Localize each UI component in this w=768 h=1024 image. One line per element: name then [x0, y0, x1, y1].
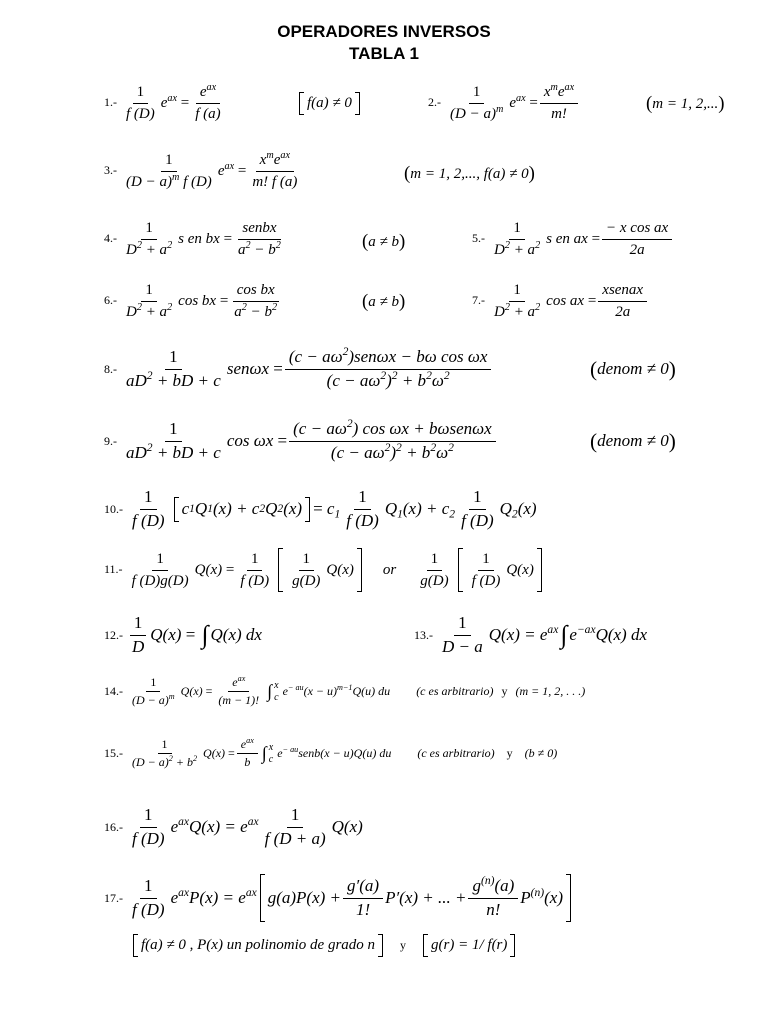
note-text: (c es arbitrario)	[417, 746, 495, 761]
formula-9-condition: ( denom ≠ 0 )	[590, 429, 676, 453]
formula-6-condition: ( a ≠ b )	[362, 291, 406, 312]
formula-number: 11.-	[104, 562, 123, 577]
formula-number: 17.-	[104, 890, 123, 905]
formula-5: 5.- $\frac{1}{D^2 + a^2}$ s en ax = $\frac{\text{− x cos ax}}{2a}$	[472, 220, 674, 258]
condition-text: m = 1, 2,..., f(a) ≠ 0	[410, 166, 529, 183]
formula-1: 1.- $\frac{1}{f (D)}$ $e^{ax}$ = $\frac{e^{ax}}{f (a)}$	[104, 81, 221, 122]
formula-number: 16.-	[104, 819, 123, 834]
formula-3-condition: ( m = 1, 2,..., f(a) ≠ 0 )	[404, 163, 535, 184]
word-y: y	[501, 684, 508, 699]
formula-15: 15.- $\frac{1}{(D - a)^2 + b^2}$ Q(x) = $\frac{e^{ax}}{b}$ ∫ x c $e^{- au}senb(x - u)Q(u)$ du (c es arbitrario) y (b ≠ 0)	[104, 736, 558, 770]
formula-number: 6.-	[104, 293, 117, 308]
formula-number: 8.-	[104, 361, 117, 376]
formula-13: 13.- $\frac{1}{D - a}$ $Q(x) = e^{ax}$ ∫ $e^{-ax}Q(x)$ dx	[414, 613, 648, 656]
formula-number: 4.-	[104, 231, 117, 246]
formula-4-condition: ( a ≠ b )	[362, 231, 406, 252]
formula-number: 7.-	[472, 293, 485, 308]
title-line-2: TABLA 1	[349, 44, 419, 63]
condition-text: f(a) ≠ 0 , P(x) un polinomio de grado n	[141, 937, 376, 953]
formula-11: 11.- $\frac{1}{f (D)g(D)}$ Q(x) = $\frac{1}{f (D)}$ $\frac{1}{g(D)}$ Q(x) or $\frac{1}{g(D)}$ $\frac{1}{f (D)}$ Q(x)	[104, 548, 545, 592]
formula-14: 14.- $\frac{1}{(D - a)^m}$ Q(x) = $\frac{e^{ax}}{(m - 1)!}$ ∫ x c $e^{- au}(x - u)^{m-1}Q(u)$ du (c es arbitrario) y (m = 1, 2, . . .)	[104, 674, 586, 708]
condition-text: (m = 1, 2, . . .)	[515, 684, 586, 699]
condition-text: m = 1, 2,...	[652, 96, 719, 113]
condition-text: a ≠ b	[368, 234, 399, 251]
formula-number: 12.-	[104, 627, 123, 642]
formula-2: 2.- $\frac{1}{(D - a)^m}$ $e^{ax}$ = $\frac{x^me^{ax}}{m!}$	[428, 84, 580, 122]
formula-9: 9.- $\frac{1}{aD^2 + bD + c}$ cos ωx = $\frac{(c - a\omega^2) \cos \omega x + b\omega sen\omega x}{(c - a\omega^2)^2 + b^2\omega^2}$	[104, 420, 498, 462]
condition-text: denom ≠ 0	[597, 431, 669, 451]
formula-6: 6.- $\frac{1}{D^2 + a^2}$ cos bx = $\frac{\text{cos bx}}{a^2 - b^2}$	[104, 282, 278, 320]
formula-number: 13.-	[414, 627, 433, 642]
formula-4: 4.- $\frac{1}{D^2 + a^2}$ s en bx = $\frac{\text{senbx}}{a^2 - b^2}$	[104, 220, 281, 258]
formula-number: 10.-	[104, 501, 123, 516]
condition-text: denom ≠ 0	[597, 359, 669, 379]
formula-number: 9.-	[104, 433, 117, 448]
formula-17-conditions	[130, 934, 518, 957]
word-y: y	[506, 746, 513, 761]
formula-16: 16.- $\frac{1}{f (D)}$ $e^{ax}Q(x) = e^{ax}$ $\frac{1}{f (D + a)}$ Q(x)	[104, 805, 363, 848]
formula-2-condition: ( m = 1, 2,... )	[646, 93, 725, 114]
note-text: (c es arbitrario)	[416, 684, 494, 699]
condition-text: g(r) = 1/ f(r)	[431, 937, 508, 953]
word-y: y	[400, 937, 407, 952]
formula-10: 10.- $\frac{1}{f (D)}$ c 1 Q 1 (x) + c 2 Q 2 (x) = $c_1$ $\frac{1}{f (D)}$ $Q_1(x) + c_2$ $\frac{1}{f (D)}$ $Q_2(x)$	[104, 487, 537, 530]
formula-number: 14.-	[104, 684, 123, 699]
word-or: or	[382, 561, 397, 578]
formula-7: 7.- $\frac{1}{D^2 + a^2}$ cos ax = $\frac{\text{xsenax}}{2a}$	[472, 282, 649, 320]
formula-17: 17.- $\frac{1}{f (D)}$ $e^{ax}P(x) = e^{ax}$ g(a)P(x) + $\frac{g'(a)}{1!}$ P′(x) + ... + $\frac{g^{(n)}(a)}{n!}$ $P^{(n)}(x)$	[104, 874, 574, 922]
title-line-1: OPERADORES INVERSOS	[277, 22, 491, 41]
condition-text: f(a) ≠ 0	[307, 95, 352, 111]
formula-3: 3.- $\frac{1}{(D - a)^m f (D)}$ $e^{ax}$ = $\frac{x^me^{ax}}{m! f (a)}$	[104, 149, 298, 190]
formula-number: 3.-	[104, 163, 117, 178]
condition-text: (b ≠ 0)	[524, 746, 558, 761]
formula-12: 12.- $\frac{1}{D}$ Q(x) = ∫ Q(x) dx	[104, 613, 262, 656]
condition-text: a ≠ b	[368, 294, 399, 311]
formula-1-condition	[296, 92, 363, 115]
formula-number: 2.-	[428, 95, 441, 110]
formula-8-condition: ( denom ≠ 0 )	[590, 357, 676, 381]
formula-number: 5.-	[472, 231, 485, 246]
formula-8: 8.- $\frac{1}{aD^2 + bD + c}$ senωx = $\frac{(c - a\omega^2)sen\omega x - b\omega \cos \omega x}{(c - a\omega^2)^2 + b^2\omega^2}$	[104, 348, 493, 390]
formula-number: 1.-	[104, 95, 117, 110]
formula-number: 15.-	[104, 746, 123, 761]
